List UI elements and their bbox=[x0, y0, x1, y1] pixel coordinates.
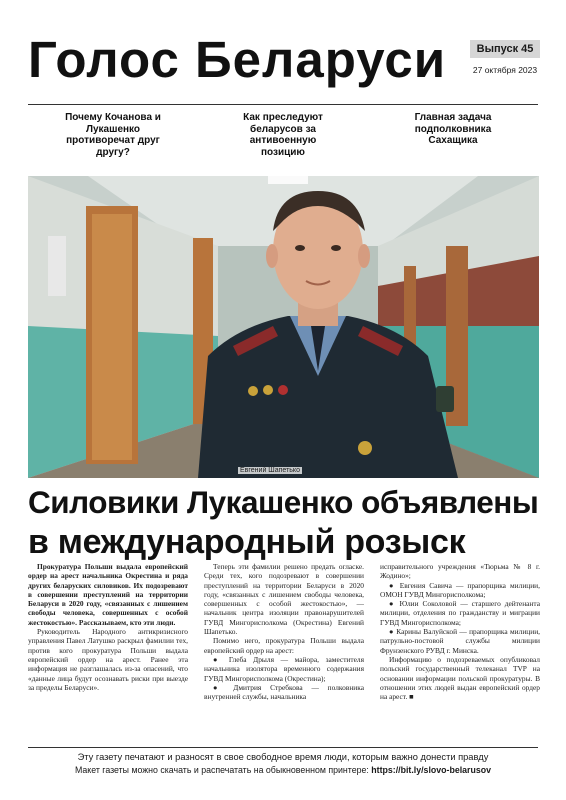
list-item: ● Юлии Соколовой — старшего дейтенанта милиции, отделения по гражданству и миграции ГУВД Мингорисполкома; bbox=[380, 599, 540, 627]
footer bbox=[28, 751, 538, 777]
photo-caption: Евгений Шапетько bbox=[240, 467, 300, 474]
corridor-officer-image bbox=[28, 176, 539, 478]
issue-box bbox=[470, 36, 540, 86]
footer-download-line bbox=[28, 764, 538, 777]
footer-note: Эту газету печатают и разносят в свое свободное время люди, которым важно донести правду bbox=[77, 752, 489, 762]
article-column-3 bbox=[380, 562, 540, 742]
article-paragraph: исправительного учреждения «Тюрьма № 8 г. Жодино»; bbox=[380, 562, 540, 581]
article-paragraph: Руководитель Народного антикризисного управления Павел Латушко раскрыл фамилии тех, против кого прокуратура Польши выдала европейский ордер на арест. Ранее эта информация не разглашалась из-за опасений, что «данные лица будут осознавать риски при выезде за пределы Беларуси». bbox=[28, 627, 188, 692]
list-item: ● Евгения Савича — прапорщика милиции, ОМОН ГУВД Мингорисполкома; bbox=[380, 580, 540, 599]
article-column-2 bbox=[204, 562, 364, 742]
newspaper-title: Голос Беларуси bbox=[28, 31, 447, 88]
list-item: ● Глеба Дрыля — майора, заместителя начальника изолятора временного содержания ГУВД Мингорисполкома (Окрестина); bbox=[204, 654, 364, 683]
main-headline bbox=[28, 482, 540, 562]
top-divider bbox=[28, 104, 538, 105]
article-lead: Прокуратура Польши выдала европейский ордер на арест начальника Окрестина и ряда других беларуских силовиков. Их подозревают в совершении преступлений на территории Беларуси в 2020 году, «связанных с лишением свободы человека, совершенных с особой жестокостью». Рассказываем, кто эти люди. bbox=[28, 562, 188, 627]
lead-photo bbox=[28, 176, 539, 478]
teaser-sakhashchik[interactable]: Главная задача подполковника Сахащика bbox=[414, 112, 492, 146]
headline-line-1: Силовики Лукашенко объявлены bbox=[28, 484, 539, 520]
teaser-antiwar[interactable]: Как преследуют беларусов за антивоенную позицию bbox=[243, 112, 323, 158]
masthead bbox=[28, 30, 540, 90]
article-body bbox=[28, 562, 540, 742]
article-paragraph: Информацию о подозреваемых опубликовал польский государственный телеканал TVP на основании информации польской прокуратуры. В отношении этих людей выдан европейский ордер на арест. ■ bbox=[380, 654, 540, 702]
teaser-kochanova[interactable]: Почему Кочанова и Лукашенко противоречат друг другу? bbox=[65, 112, 161, 158]
article-column-1 bbox=[28, 562, 188, 742]
issue-date: 27 октября 2023 bbox=[472, 65, 538, 75]
bottom-divider bbox=[28, 747, 538, 748]
teasers bbox=[28, 112, 538, 166]
footer-download-text: Макет газеты можно скачать и распечатать на обыкновенном принтере: bbox=[74, 765, 372, 775]
article-paragraph: Теперь эти фамилии решено предать огласке. Среди тех, кого подозревают в совершении преступлений на территории Беларуси в 2020 году, «связанных с лишением свободы человека, совершенных с особой жестокостью», — начальник центра изоляции правонарушителей ГУВД Мингорисполкома (Окрестина) Евгений Шапетько. bbox=[204, 562, 364, 637]
download-link[interactable]: https://bit.ly/slovo-belarusov bbox=[371, 765, 492, 775]
article-paragraph: Помимо него, прокуратура Польши выдала европейский ордер на арест: bbox=[204, 636, 364, 655]
list-item: ● Дмитрия Стребкова — полковника внутренней службы, начальника bbox=[204, 682, 364, 702]
headline-line-2: в международный розыск bbox=[28, 523, 466, 561]
list-item: ● Карины Валуйской — прапорщика милиции, патрульно-постовой службы милиции Фрунзенского РУВД г. Минска. bbox=[380, 627, 540, 655]
issue-number: Выпуск 45 bbox=[470, 40, 540, 58]
